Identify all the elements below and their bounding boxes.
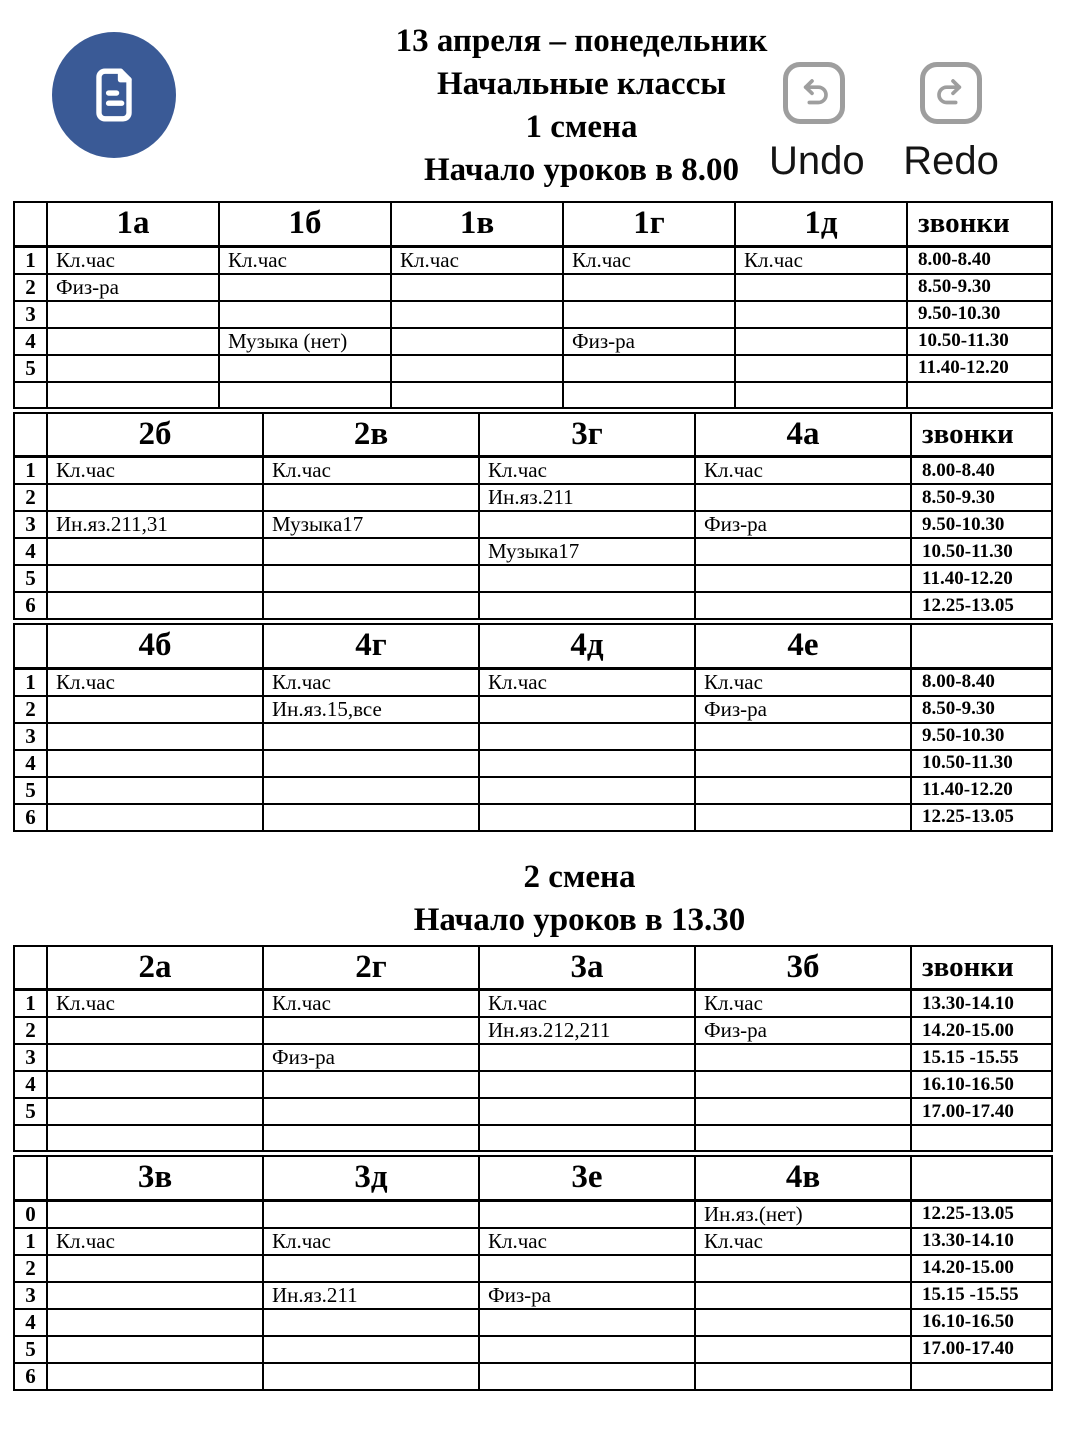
lesson-number [14,1125,47,1151]
lesson-cell [695,1282,911,1309]
lesson-cell [263,1309,479,1336]
schedule-row [14,484,1052,511]
lesson-cell: Физ-ра [695,1017,911,1044]
class-header-row [14,624,1052,668]
bell-time: 14.20-15.00 [911,1255,1052,1282]
bell-time: 8.00-8.40 [907,246,1052,274]
lesson-cell [263,777,479,804]
class-name-header: 4б [47,624,263,668]
lesson-cell [263,1017,479,1044]
lesson-cell [47,804,263,831]
lesson-number: 4 [14,1071,47,1098]
lesson-number: 2 [14,1255,47,1282]
lesson-cell [479,511,695,538]
undo-arrow-icon [794,73,834,113]
lesson-cell [479,1044,695,1071]
lesson-cell [479,1363,695,1390]
schedule-row [14,723,1052,750]
bell-time: 12.25-13.05 [911,1200,1052,1228]
lesson-cell [47,1044,263,1071]
lesson-cell: Кл.час [47,668,263,696]
lesson-cell [695,750,911,777]
lesson-cell [263,804,479,831]
lesson-cell [479,1125,695,1151]
lesson-number: 6 [14,804,47,831]
lesson-cell [479,777,695,804]
lesson-cell [263,484,479,511]
lesson-cell [695,1071,911,1098]
schedule-row [14,777,1052,804]
lesson-cell [263,1071,479,1098]
bell-time: 13.30-14.10 [911,990,1052,1018]
class-name-header: 1д [735,202,907,246]
lesson-cell [695,1098,911,1125]
schedule-row [14,1282,1052,1309]
schedule-row [14,328,1052,355]
lesson-number: 4 [14,538,47,565]
bell-time: 17.00-17.40 [911,1098,1052,1125]
bell-time: 10.50-11.30 [911,750,1052,777]
schedule-table-shift1-1a-1d [13,201,1053,409]
lesson-cell: Кл.час [263,1228,479,1255]
lesson-cell: Кл.час [47,990,263,1018]
class-header-row [14,1156,1052,1200]
lesson-cell [219,274,391,301]
lesson-number: 4 [14,328,47,355]
class-name-header: 3в [47,1156,263,1200]
corner-cell [14,946,47,990]
lesson-cell [479,565,695,592]
schedule-row [14,1044,1052,1071]
lesson-cell [479,1200,695,1228]
schedule-row [14,301,1052,328]
lesson-number: 6 [14,1363,47,1390]
lesson-cell: Кл.час [695,990,911,1018]
lesson-cell [263,750,479,777]
schedule-row [14,1098,1052,1125]
lesson-cell [479,1336,695,1363]
schedule-row [14,1336,1052,1363]
title-shift2-start: Начало уроков в 13.30 [413,901,746,938]
class-name-header: 4а [695,413,911,457]
schedule-row [14,1125,1052,1151]
lesson-cell [47,565,263,592]
lesson-cell [47,1200,263,1228]
class-name-header: 3е [479,1156,695,1200]
lesson-cell: Ин.яз.212,211 [479,1017,695,1044]
lesson-cell [47,723,263,750]
bell-time: 15.15 -15.55 [911,1282,1052,1309]
schedule-row [14,511,1052,538]
lesson-number: 1 [14,1228,47,1255]
schedule-row [14,750,1052,777]
lesson-cell [695,1336,911,1363]
class-name-header: 1г [563,202,735,246]
corner-cell [14,1156,47,1200]
lesson-cell [479,1071,695,1098]
lesson-cell: Кл.час [479,1228,695,1255]
lesson-cell [219,301,391,328]
lesson-number: 2 [14,1017,47,1044]
corner-cell [14,624,47,668]
schedule-row [14,804,1052,831]
lesson-cell [391,301,563,328]
lesson-cell: Кл.час [47,457,263,485]
schedule-row [14,538,1052,565]
lesson-number: 4 [14,750,47,777]
class-name-header: 3д [263,1156,479,1200]
lesson-cell [263,1255,479,1282]
bell-time: 11.40-12.20 [911,565,1052,592]
lesson-cell [263,1125,479,1151]
lesson-cell [695,484,911,511]
redo-label[interactable]: Redo [903,139,999,183]
bell-time: 11.40-12.20 [911,777,1052,804]
lesson-cell [47,1309,263,1336]
lesson-cell [695,777,911,804]
lesson-cell [479,1255,695,1282]
lesson-cell [47,1363,263,1390]
lesson-cell: Физ-ра [479,1282,695,1309]
lesson-cell: Музыка (нет) [219,328,391,355]
lesson-cell [263,592,479,619]
lesson-cell: Физ-ра [47,274,219,301]
lesson-cell [479,696,695,723]
bell-time: 10.50-11.30 [907,328,1052,355]
lesson-cell [47,1125,263,1151]
schedule-row [14,1071,1052,1098]
class-name-header: 2б [47,413,263,457]
bell-time: 12.25-13.05 [911,592,1052,619]
schedule-table-shift2-2a-3b [13,945,1053,1153]
lesson-cell: Кл.час [391,246,563,274]
lesson-cell: Музыка17 [263,511,479,538]
lesson-number: 5 [14,777,47,804]
schedule-row [14,565,1052,592]
title-classes: Начальные классы [437,66,726,102]
bell-time: 15.15 -15.55 [911,1044,1052,1071]
class-name-header: 4е [695,624,911,668]
schedule-row [14,355,1052,382]
lesson-cell [263,1363,479,1390]
bell-time [907,382,1052,408]
lesson-cell [391,382,563,408]
lesson-cell [695,1309,911,1336]
bells-column-header: звонки [907,202,1052,246]
lesson-cell [391,274,563,301]
lesson-number: 3 [14,723,47,750]
lesson-cell [695,723,911,750]
lesson-number: 3 [14,511,47,538]
lesson-cell [735,328,907,355]
bell-time: 8.50-9.30 [911,484,1052,511]
lesson-number: 3 [14,301,47,328]
schedule-content [13,201,1051,1391]
lesson-cell: Физ-ра [695,511,911,538]
bell-time: 8.50-9.30 [911,696,1052,723]
class-name-header: 4г [263,624,479,668]
lesson-cell [47,538,263,565]
lesson-cell [47,355,219,382]
redo-arrow-icon [931,73,971,113]
lesson-cell: Ин.яз.15,все [263,696,479,723]
lesson-number: 1 [14,246,47,274]
lesson-cell [479,804,695,831]
lesson-number: 1 [14,668,47,696]
bell-time: 16.10-16.50 [911,1071,1052,1098]
schedule-row [14,1228,1052,1255]
lesson-cell: Кл.час [735,246,907,274]
lesson-cell: Ин.яз.(нет) [695,1200,911,1228]
title-shift2: 2 смена [523,858,636,895]
schedule-row [14,382,1052,408]
lesson-cell [47,484,263,511]
lesson-cell [563,274,735,301]
schedule-table-shift1-4b-4e [13,623,1053,832]
bell-time: 12.25-13.05 [911,804,1052,831]
title-shift1-start: Начало уроков в 8.00 [423,152,739,188]
lesson-cell [695,804,911,831]
lesson-cell [263,1336,479,1363]
lesson-number: 3 [14,1282,47,1309]
class-name-header: 3г [479,413,695,457]
schedule-row [14,246,1052,274]
lesson-cell: Ин.яз.211 [479,484,695,511]
lesson-cell [479,750,695,777]
schedule-row [14,696,1052,723]
bell-time: 8.00-8.40 [911,668,1052,696]
lesson-number: 3 [14,1044,47,1071]
corner-cell [14,413,47,457]
undo-button[interactable] [783,62,845,124]
lesson-cell [391,328,563,355]
lesson-cell [263,723,479,750]
lesson-cell: Музыка17 [479,538,695,565]
lesson-cell [47,328,219,355]
lesson-cell: Физ-ра [695,696,911,723]
lesson-number: 5 [14,1098,47,1125]
lesson-number: 0 [14,1200,47,1228]
lesson-cell [479,1309,695,1336]
lesson-cell: Кл.час [695,1228,911,1255]
class-name-header: 2в [263,413,479,457]
schedule-row [14,274,1052,301]
bells-column-header [911,624,1052,668]
lesson-cell: Кл.час [695,457,911,485]
class-header-row [14,946,1052,990]
lesson-cell [47,696,263,723]
lesson-cell [47,1255,263,1282]
bell-time: 16.10-16.50 [911,1309,1052,1336]
lesson-number [14,382,47,408]
lesson-number: 4 [14,1309,47,1336]
bell-time: 9.50-10.30 [911,511,1052,538]
schedule-table-shift2-3v-4v [13,1155,1053,1391]
lesson-cell [563,301,735,328]
lesson-number: 2 [14,274,47,301]
class-name-header: 1а [47,202,219,246]
lesson-cell: Кл.час [263,668,479,696]
lesson-cell [735,301,907,328]
lesson-cell: Кл.час [563,246,735,274]
lesson-cell: Кл.час [47,1228,263,1255]
lesson-cell: Кл.час [263,457,479,485]
lesson-cell: Кл.час [263,990,479,1018]
schedule-table-shift1-2b-4a [13,412,1053,621]
class-name-header: 1б [219,202,391,246]
class-name-header: 2г [263,946,479,990]
lesson-cell [695,592,911,619]
lesson-cell [219,355,391,382]
class-name-header: 1в [391,202,563,246]
lesson-cell [47,592,263,619]
redo-button[interactable] [920,62,982,124]
lesson-number: 1 [14,990,47,1018]
class-name-header: 2а [47,946,263,990]
class-name-header: 4в [695,1156,911,1200]
lesson-cell [479,1098,695,1125]
schedule-row [14,1017,1052,1044]
schedule-row [14,1255,1052,1282]
lesson-cell [695,538,911,565]
lesson-cell [47,1098,263,1125]
lesson-cell: Кл.час [219,246,391,274]
lesson-cell: Кл.час [479,668,695,696]
title-shift1: 1 смена [525,109,638,145]
lesson-cell: Физ-ра [563,328,735,355]
lesson-cell [47,777,263,804]
lesson-cell: Ин.яз.211 [263,1282,479,1309]
bell-time: 8.50-9.30 [907,274,1052,301]
lesson-cell [695,565,911,592]
title-date: 13 апреля – понедельник [395,23,768,59]
lesson-cell [263,538,479,565]
lesson-number: 5 [14,355,47,382]
corner-cell [14,202,47,246]
class-name-header: 3б [695,946,911,990]
lesson-cell [563,355,735,382]
lesson-cell [735,274,907,301]
page-header [0,0,1068,198]
bell-time [911,1363,1052,1390]
class-name-header: 3а [479,946,695,990]
bell-time: 10.50-11.30 [911,538,1052,565]
bell-time: 14.20-15.00 [911,1017,1052,1044]
bells-column-header: звонки [911,413,1052,457]
lesson-cell [695,1125,911,1151]
shift2-heading [123,856,1036,942]
bell-time: 13.30-14.10 [911,1228,1052,1255]
lesson-cell: Кл.час [695,668,911,696]
lesson-cell: Кл.час [479,990,695,1018]
lesson-cell [47,750,263,777]
lesson-cell [563,382,735,408]
lesson-cell [479,592,695,619]
schedule-row [14,1309,1052,1336]
schedule-row [14,457,1052,485]
bell-time: 17.00-17.40 [911,1336,1052,1363]
lesson-cell [695,1363,911,1390]
lesson-cell: Кл.час [479,457,695,485]
lesson-cell: Физ-ра [263,1044,479,1071]
lesson-number: 6 [14,592,47,619]
undo-label[interactable]: Undo [769,139,865,183]
bell-time: 9.50-10.30 [911,723,1052,750]
lesson-number: 5 [14,1336,47,1363]
lesson-number: 2 [14,484,47,511]
schedule-row [14,1200,1052,1228]
lesson-cell [219,382,391,408]
lesson-cell [47,1282,263,1309]
lesson-cell [47,1017,263,1044]
lesson-cell [391,355,563,382]
schedule-row [14,1363,1052,1390]
lesson-cell [735,382,907,408]
bells-column-header [911,1156,1052,1200]
bells-column-header: звонки [911,946,1052,990]
bell-time: 9.50-10.30 [907,301,1052,328]
class-header-row [14,413,1052,457]
lesson-cell: Кл.час [47,246,219,274]
lesson-cell [735,355,907,382]
lesson-number: 2 [14,696,47,723]
lesson-number: 5 [14,565,47,592]
bell-time [911,1125,1052,1151]
lesson-cell: Ин.яз.211,31 [47,511,263,538]
schedule-row [14,592,1052,619]
lesson-cell [47,382,219,408]
lesson-cell [695,1255,911,1282]
class-name-header: 4д [479,624,695,668]
class-header-row [14,202,1052,246]
lesson-number: 1 [14,457,47,485]
lesson-cell [479,723,695,750]
schedule-row [14,990,1052,1018]
lesson-cell [695,1044,911,1071]
lesson-cell [263,1098,479,1125]
bell-time: 11.40-12.20 [907,355,1052,382]
lesson-cell [263,565,479,592]
schedule-row [14,668,1052,696]
bell-time: 8.00-8.40 [911,457,1052,485]
lesson-cell [47,1336,263,1363]
lesson-cell [47,301,219,328]
lesson-cell [263,1200,479,1228]
lesson-cell [47,1071,263,1098]
